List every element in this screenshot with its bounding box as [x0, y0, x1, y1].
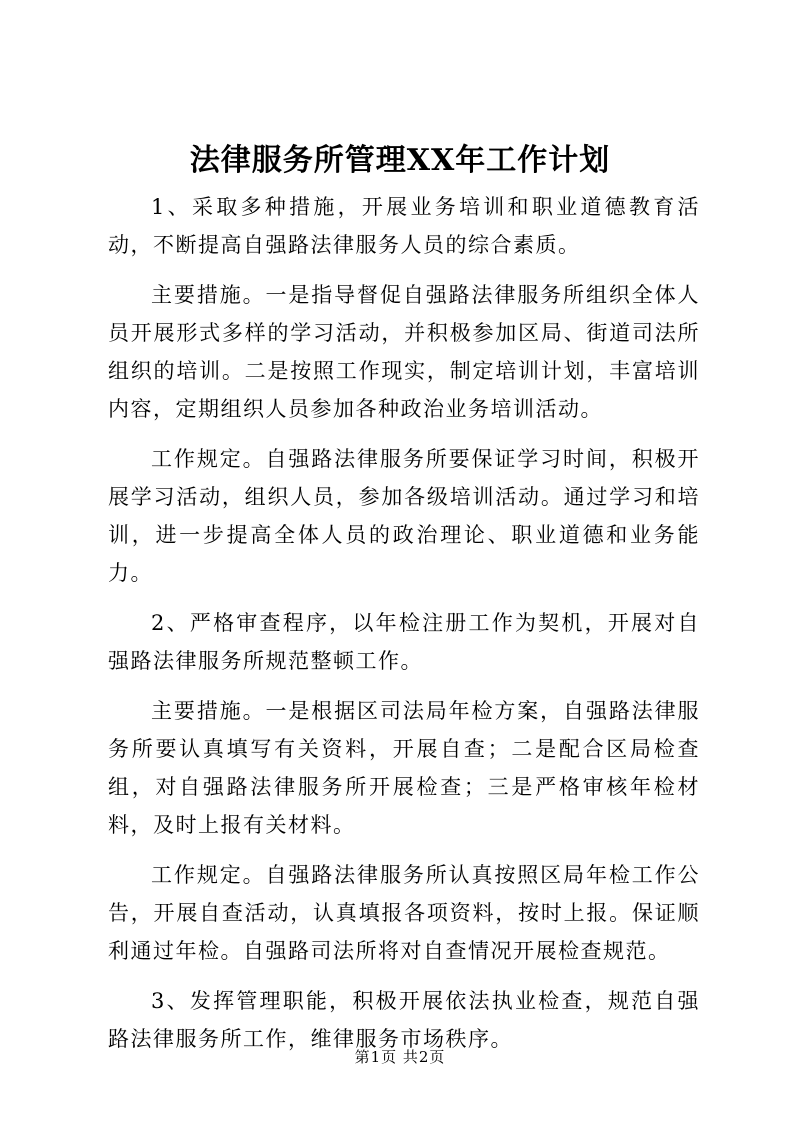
paragraph-4: 2、严格审查程序，以年检注册工作为契机，开展对自强路法律服务所规范整顿工作。: [108, 611, 700, 673]
paragraph-1: 1、采取多种措施，开展业务培训和职业道德教育活动，不断提高自强路法律服务人员的综合素质。: [108, 195, 700, 257]
document-body: [108, 188, 700, 1070]
page-footer: 第1页 共2页: [354, 1048, 446, 1066]
paragraph-2: 主要措施。一是指导督促自强路法律服务所组织全体人员开展形式多样的学习活动，并积极参加区局、街道司法所组织的培训。二是按照工作现实，制定培训计划，丰富培训内容，定期组织人员参加各种政治业务培训活动。: [108, 283, 700, 421]
paragraph-5: 主要措施。一是根据区司法局年检方案，自强路法律服务所要认真填写有关资料，开展自查；二是配合区局检查组，对自强路法律服务所开展检查；三是严格审核年检材料，及时上报有关材料。: [108, 699, 700, 837]
paragraph-7: 3、发挥管理职能，积极开展依法执业检查，规范自强路法律服务所工作，维律服务市场秩序。: [108, 989, 700, 1051]
paragraph-3: 工作规定。自强路法律服务所要保证学习时间，积极开展学习活动，组织人员，参加各级培训活动。通过学习和培训，进一步提高全体人员的政治理论、职业道德和业务能力。: [108, 447, 700, 585]
document-title: 法律服务所管理XX年工作计划: [189, 143, 611, 178]
paragraph-6: 工作规定。自强路法律服务所认真按照区局年检工作公告，开展自查活动，认真填报各项资料，按时上报。保证顺利通过年检。自强路司法所将对自查情况开展检查规范。: [108, 863, 700, 963]
